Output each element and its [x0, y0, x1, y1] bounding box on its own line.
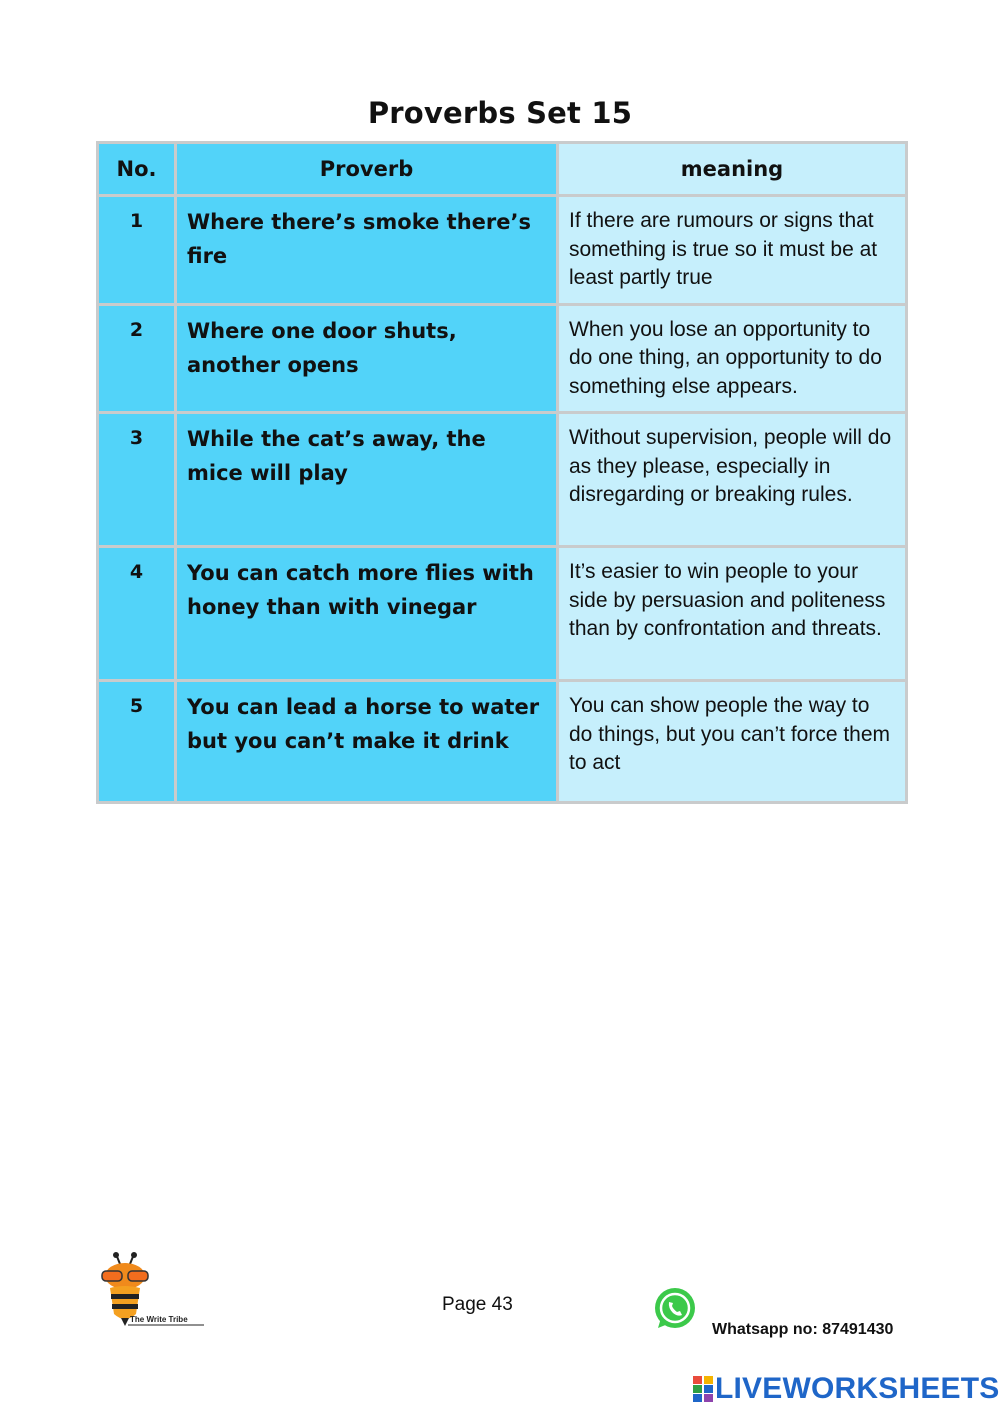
meaning-cell: It’s easier to win people to your side by persuasion and politeness than by confrontation and threats.: [558, 547, 907, 681]
table-row: [98, 681, 907, 803]
table-row: [98, 547, 907, 681]
whatsapp-icon: [652, 1286, 698, 1332]
meaning-cell: When you lose an opportunity to do one thing, an opportunity to do something else appears.: [558, 304, 907, 413]
table-header-row: [98, 143, 907, 196]
proverb-cell: While the cat’s away, the mice will play: [176, 413, 558, 547]
liveworksheets-icon: [693, 1376, 713, 1402]
row-number: 3: [98, 413, 176, 547]
table-row: [98, 413, 907, 547]
row-number: 5: [98, 681, 176, 803]
meaning-cell: Without supervision, people will do as they please, especially in disregarding or breaking rules.: [558, 413, 907, 547]
proverbs-table: [96, 141, 908, 804]
proverb-cell: Where one door shuts, another opens: [176, 304, 558, 413]
table-row: [98, 304, 907, 413]
row-number: 1: [98, 196, 176, 305]
proverb-cell: You can lead a horse to water but you can’t make it drink: [176, 681, 558, 803]
logo-text: The Write Tribe: [130, 1315, 188, 1324]
page-title: Proverbs Set 15: [367, 96, 633, 130]
row-number: 4: [98, 547, 176, 681]
proverb-cell: Where there’s smoke there’s fire: [176, 196, 558, 305]
write-tribe-logo: [100, 1252, 210, 1330]
liveworksheets-label: LIVEWORKSHEETS: [715, 1372, 1000, 1405]
page-number: Page 43: [442, 1294, 513, 1315]
proverb-cell: You can catch more flies with honey than with vinegar: [176, 547, 558, 681]
header-proverb: Proverb: [176, 143, 558, 196]
whatsapp-number: Whatsapp no: 87491430: [712, 1321, 894, 1338]
meaning-cell: If there are rumours or signs that something is true so it must be at least partly true: [558, 196, 907, 305]
header-meaning: meaning: [558, 143, 907, 196]
header-no: No.: [98, 143, 176, 196]
liveworksheets-brand: [693, 1372, 1000, 1408]
row-number: 2: [98, 304, 176, 413]
table-row: [98, 196, 907, 305]
meaning-cell: You can show people the way to do things, but you can’t force them to act: [558, 681, 907, 803]
